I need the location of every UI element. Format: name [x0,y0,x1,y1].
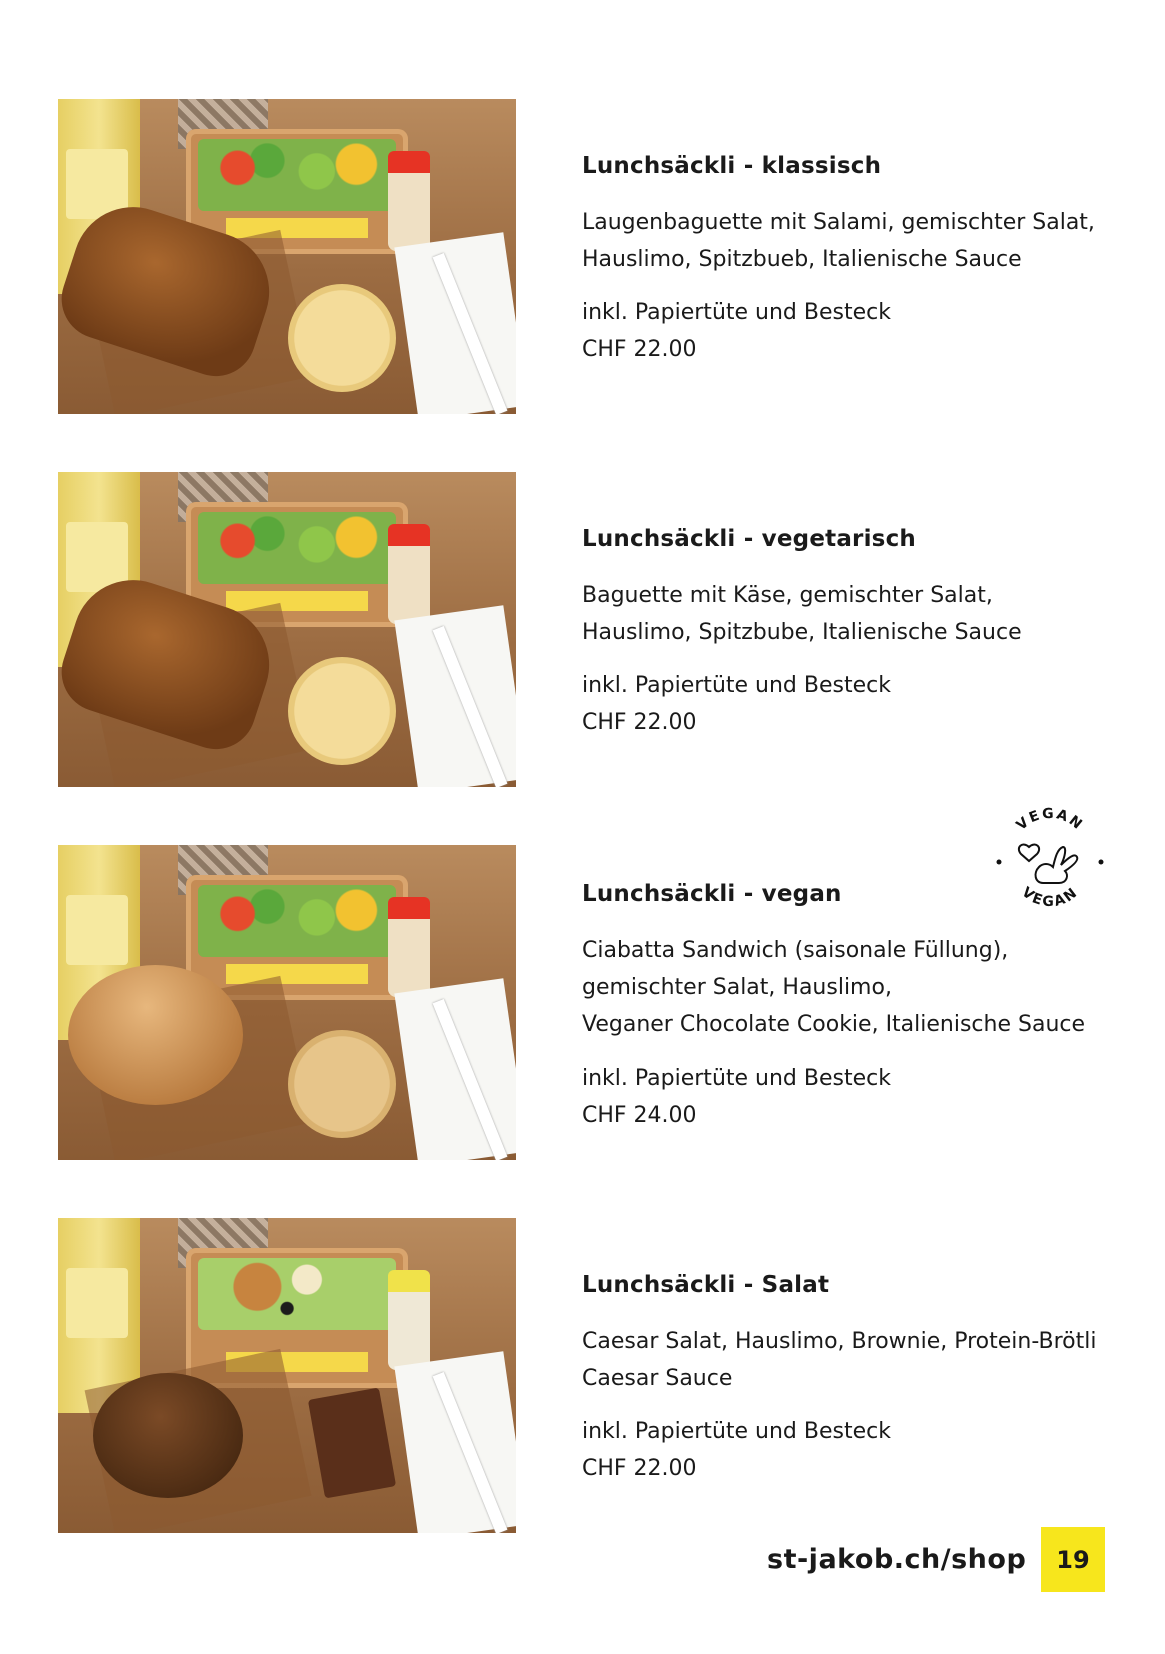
description-line: Veganer Chocolate Cookie, Italienische Sauce [582,1012,1086,1037]
sauce-bottle [388,151,430,251]
included-note: inkl. Papiertüte und Besteck [582,300,891,325]
chocolate-cookie [288,1030,396,1138]
description-line: Hauslimo, Spitzbube, Italienische Sauce [582,620,1022,645]
description-line: gemischter Salat, Hauslimo, [582,975,892,1000]
svg-text:VEGAN [1018,884,1081,910]
item-price: CHF 22.00 [582,710,697,735]
cookie [288,657,396,765]
salad-bowl [186,875,408,1000]
svg-text:VEGAN [1014,806,1087,834]
lunch-photo-vegetarisch [58,472,516,787]
item-title: Lunchsäckli - vegetarisch [582,526,916,552]
description-line: Caesar Sauce [582,1366,733,1391]
description-line: Baguette mit Käse, gemischter Salat, [582,583,993,608]
item-description [582,577,1022,651]
item-title: Lunchsäckli - vegan [582,881,842,907]
vegan-badge-icon [993,805,1107,919]
item-title: Lunchsäckli - Salat [582,1272,830,1298]
sauce-bottle [388,897,430,997]
item-price: CHF 24.00 [582,1103,697,1128]
page-number: 19 [1041,1527,1105,1592]
included-note: inkl. Papiertüte und Besteck [582,1419,891,1444]
item-price: CHF 22.00 [582,1456,697,1481]
item-title: Lunchsäckli - klassisch [582,153,882,179]
lunch-photo-vegan [58,845,516,1160]
caesar-sauce-bottle [388,1270,430,1370]
description-line: Laugenbaguette mit Salami, gemischter Salat, [582,210,1095,235]
protein-roll [93,1373,243,1498]
description-line: Caesar Salat, Hauslimo, Brownie, Protein-Brötli [582,1329,1097,1354]
item-extras [582,294,891,368]
ciabatta [68,965,243,1105]
item-extras [582,1413,891,1487]
lunch-photo-klassisch [58,99,516,414]
description-line: Ciabatta Sandwich (saisonale Füllung), [582,938,1009,963]
description-line: Hauslimo, Spitzbueb, Italienische Sauce [582,247,1022,272]
badge-top-text: VEGAN [1013,805,1087,834]
brownie [308,1388,396,1499]
item-extras [582,1060,891,1134]
badge-bottom-text: VEGAN [1018,884,1082,911]
item-description [582,1323,1096,1397]
sauce-bottle [388,524,430,624]
item-description [582,932,1085,1043]
shop-url[interactable]: st-jakob.ch/shop [767,1544,1027,1575]
item-price: CHF 22.00 [582,337,697,362]
cookie [288,284,396,392]
included-note: inkl. Papiertüte und Besteck [582,1066,891,1091]
lunch-photo-salat [58,1218,516,1533]
included-note: inkl. Papiertüte und Besteck [582,673,891,698]
item-extras [582,667,891,741]
item-description [582,204,1095,278]
